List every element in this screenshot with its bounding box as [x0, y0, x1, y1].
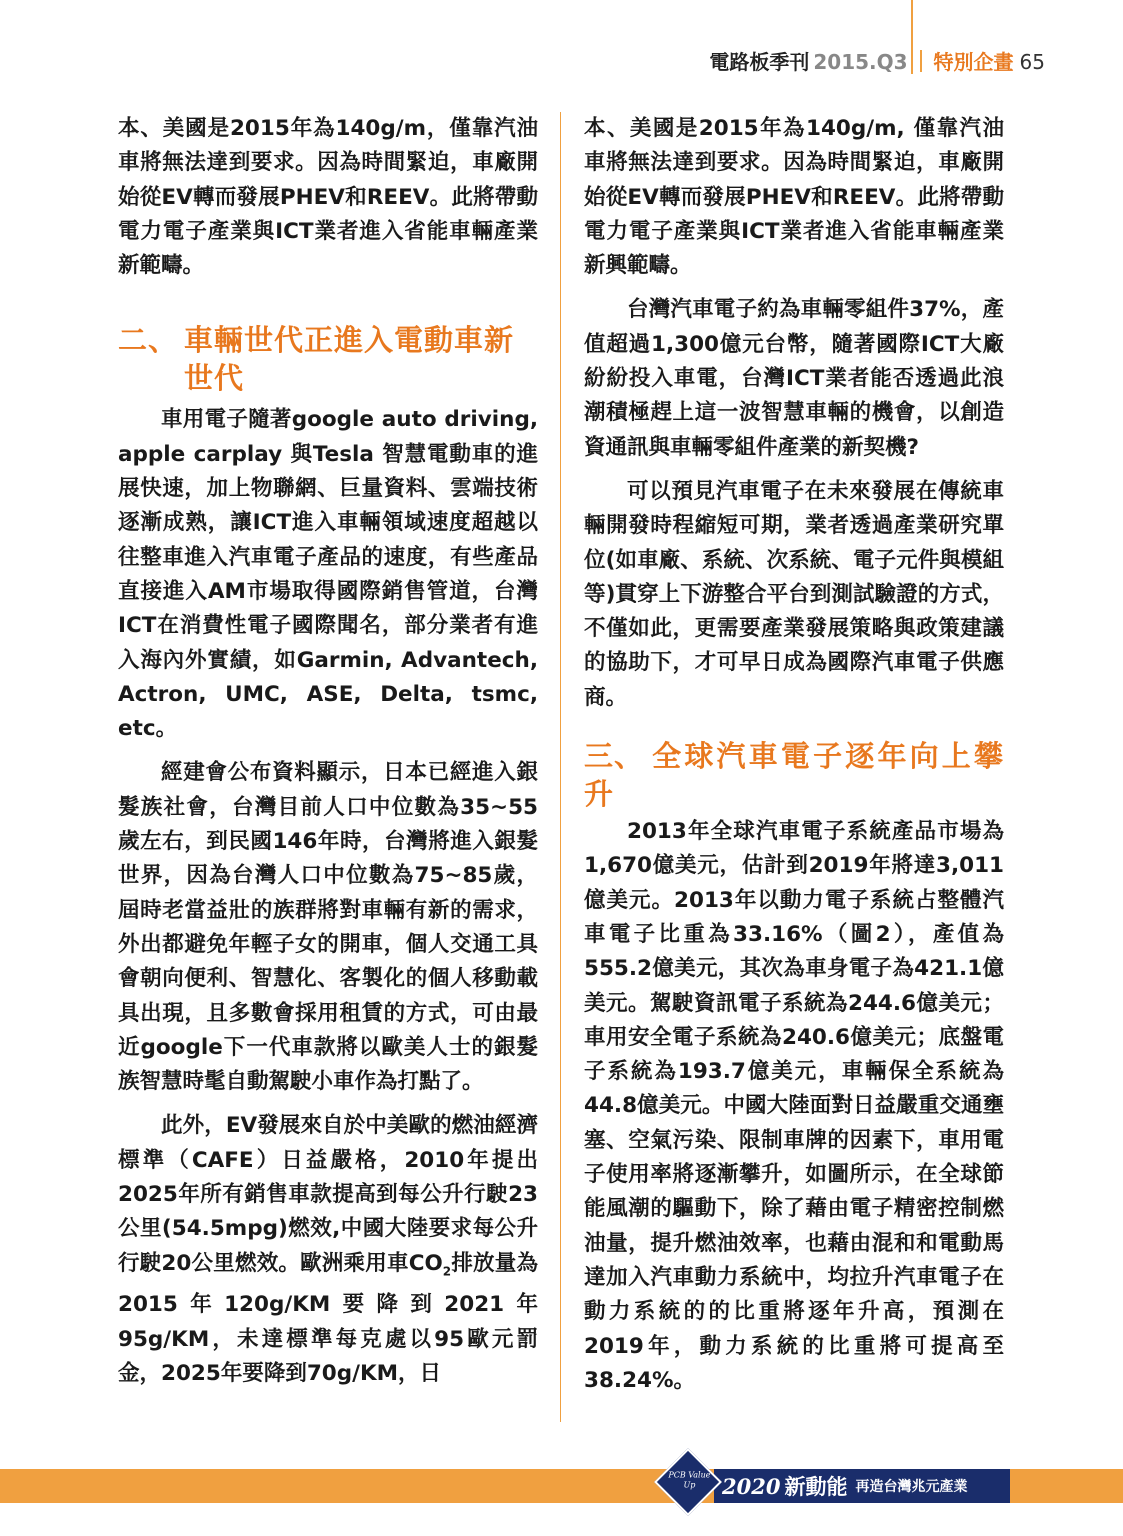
section-heading-2	[118, 321, 538, 397]
heading-text-cont: 世代	[184, 361, 245, 396]
paragraph: 台灣汽車電子約為車輛零組件37%，產值超過1,300億元台幣，隨著國際ICT大廠紛紛投入車電，台灣ICT業者能否透過此浪潮積極趕上這一波智慧車輛的機會，以創造資通訊與車輛零組件產業的新契機?	[584, 297, 1004, 460]
heading-text: 全球汽車電子逐年向上攀升	[584, 739, 1004, 812]
heading-text: 車輛世代正進入電動車新	[184, 323, 515, 358]
heading-number: 二、	[118, 323, 179, 358]
heading-number: 三、	[584, 739, 645, 774]
issue-label: 2015.Q3	[813, 50, 908, 74]
subscript: 2	[442, 1263, 452, 1278]
pcb-value-up-logo	[654, 1448, 722, 1516]
left-column	[118, 112, 538, 1391]
column-divider	[560, 112, 561, 1422]
paragraph-text: 排放量為2015年120g/KM要降到2021年95g/KM，未達標準每克處以95歐元罰金，2025年要降到70g/KM，日	[118, 1250, 538, 1386]
page-number: 65	[1019, 50, 1045, 74]
paragraph: 本、美國是2015年為140g/m, 僅靠汽油車將無法達到要求。因為時間緊迫，車廠開始從EV轉而發展PHEV和REEV。此將帶動電力電子產業與ICT業者進入省能車輛產業新興範疇。	[584, 116, 1004, 279]
paragraph: 本、美國是2015年為140g/m，僅靠汽油車將無法達到要求。因為時間緊迫，車廠開始從EV轉而發展PHEV和REEV。此將帶動電力電子產業與ICT業者進入省能車輛產業新範疇。	[118, 116, 538, 279]
paragraph: 經建會公布資料顯示，日本已經進入銀髮族社會，台灣目前人口中位數為35~55歲左右，到民國146年時，台灣將進入銀髮世界，因為台灣人口中位數為75~85歲，屆時老當益壯的族群將對車輛有新的需求，外出都避免年輕子女的開車，個人交通工具會朝向便利、智慧化、客製化的個人移動載具出現，且多數會採用租賃的方式，可由最近google下一代車款將以歐美人士的銀髮族智慧時髦自動駕駛小車作為打點了。	[118, 760, 538, 1095]
footer-title	[714, 1469, 1010, 1503]
running-header	[709, 46, 1045, 75]
paragraph: 2013年全球汽車電子系統產品市場為1,670億美元，估計到2019年將達3,011億美元。2013年以動力電子系統占整體汽車電子比重為33.16%（圖2），產值為555.2億美元，其次為車身電子為421.1億美元。駕駛資訊電子系統為244.6億美元；車用安全電子系統為240.6億美元；底盤電子系統為193.7億美元，車輛保全系統為44.8億美元。中國大陸面對日益嚴重交通壅塞、空氣污染、限制車牌的因素下，車用電子使用率將逐漸攀升，如圖所示，在全球節能風潮的驅動下，除了藉由電子精密控制燃油量，提升燃油效率，也藉由混和和電動馬達加入汽車動力系統中，均拉升汽車電子在動力系統的的比重將逐年升高，預測在2019年，動力系統的比重將可提高至38.24%。	[584, 819, 1004, 1393]
paragraph-text: 此外，EV發展來自於中美歐的燃油經濟標準（CAFE）日益嚴格，2010年提出2025年所有銷售車款提高到每公升行駛23公里(54.5mpg)燃效,中國大陸要求每公升行駛20公里燃效。歐洲乘用車CO	[118, 1113, 538, 1276]
header-separator	[920, 50, 922, 72]
footer-title-sub: 再造台灣兆元產業	[855, 1479, 968, 1495]
paragraph: 車用電子隨著google auto driving, apple carplay 與Tesla 智慧電動車的進展快速，加上物聯網、巨量資料、雲端技術逐漸成熟，讓ICT進入車輛領域速度超越以往整車進入汽車電子產品的速度，有些產品直接進入AM市場取得國際銷售管道，台灣ICT在消費性電子國際聞名，部分業者有進入海內外實績，如Garmin, Advantech, Actron, UMC, ASE, Delta, tsmc, etc。	[118, 407, 538, 742]
right-column	[584, 112, 1004, 1398]
logo-text: PCB Value Up	[668, 1470, 711, 1490]
magazine-name: 電路板季刊	[709, 50, 810, 74]
paragraph	[118, 1109, 538, 1391]
footer-title-main: 新動能	[784, 1475, 848, 1499]
paragraph: 可以預見汽車電子在未來發展在傳統車輛開發時程縮短可期，業者透過產業研究單位(如車廠、系統、次系統、電子元件與模組等)貫穿上下游整合平台到測試驗證的方式，不僅如此，更需要產業發展策略與政策建議的協助下，才可早日成為國際汽車電子供應商。	[584, 478, 1004, 710]
section-heading-3	[584, 737, 1004, 813]
section-label: 特別企畫	[933, 50, 1014, 74]
footer-year: 2020	[722, 1473, 781, 1499]
